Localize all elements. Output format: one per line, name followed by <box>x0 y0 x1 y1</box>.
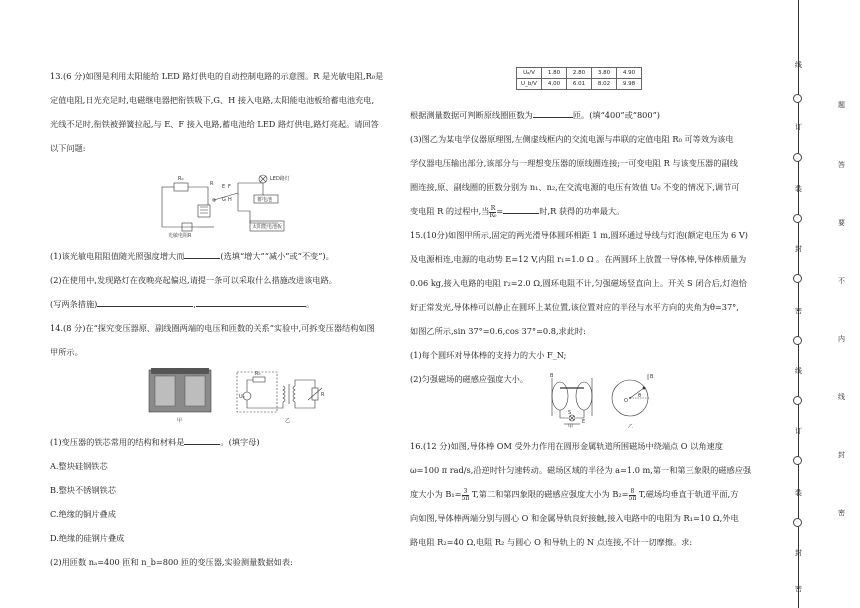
q13-sub1-tail: (选填“增大”“减小”或“不变”)。 <box>220 251 334 261</box>
binding-circle <box>793 214 802 223</box>
q13-stem-line: 以下问题: <box>50 143 86 153</box>
q15-stem-line: 15.(10分)如图甲所示,固定的两光滑导体圆环相距 1 m,圆环通过导线与灯泡(额定电压为 6 V) <box>410 230 748 240</box>
q13-sub-questions <box>50 244 400 364</box>
separator: , <box>193 299 196 309</box>
q15-sub2: (2)匀强磁场的磁感应强度大小。 <box>410 374 529 384</box>
binding-char: 订 <box>795 123 802 131</box>
fig-caption-yi: 乙 <box>285 418 291 424</box>
fig-label-e: E <box>222 184 226 190</box>
q15-stem-line: 及电源相连,电源的电动势 E=12 V,内阻 r₁=1.0 Ω 。在两圆环上放置一导体棒,导体棒质量为 <box>410 254 747 264</box>
fig-caption-yi: 乙 <box>628 424 634 428</box>
fig-label-o: O <box>624 398 628 404</box>
binding-side-char: 要 <box>838 219 845 227</box>
fig-label-r0: R₀ <box>255 371 261 377</box>
fraction-numerator: R <box>490 204 496 212</box>
ring-rails-diagram <box>538 372 658 428</box>
binding-side-char: 内 <box>838 335 845 343</box>
binding-circle <box>793 396 802 405</box>
q14-transformer-figure <box>145 364 345 426</box>
binding-side-char: 线 <box>838 393 845 401</box>
q15-sub1: (1)每个圆环对导体棒的支持力的大小 F_N; <box>410 350 567 360</box>
fraction-numerator: 8 <box>630 487 635 495</box>
binding-char: 装 <box>795 489 802 497</box>
q14-sub1-text: (1)变压器的铁芯常用的结构和材料是 <box>50 437 185 447</box>
q13-sub1 <box>50 244 400 268</box>
fig-label-r: R <box>210 181 214 187</box>
q14-sub3-line: 学仪器电压输出部分,该部分与一理想变压器的原线圈连接;一可变电阻 R 与该变压器的副线 <box>410 158 738 168</box>
binding-side-char: 答 <box>838 161 845 169</box>
fig-label-r: R <box>321 392 325 398</box>
fig-label-sensor: 光敏电阻R <box>168 233 192 239</box>
q14-sub3-line: 圈连接,原、副线圈的匝数分别为 n₁、n₂,在交流电源的电压有效值 U₀ 不变的情况下,调节可 <box>410 182 740 192</box>
fig-label-theta: θ <box>638 393 642 399</box>
q16-text: T,磁场均垂直于轨道平面,方 <box>636 489 739 499</box>
q13-sub2-line2: (写两条措施) , 。 <box>50 299 315 309</box>
fig-label-e: E <box>582 419 586 425</box>
q14-judge-tail: 匝。(填“400”或“800”) <box>572 110 660 120</box>
led-circuit-diagram <box>158 165 298 240</box>
fig-caption-jia: 甲 <box>568 424 574 428</box>
q14-sub3-line: (3)图乙为某电学仪器原理图,左侧虚线框内的交流电源与串联的定值电阻 R₀ 可等效为该电 <box>410 134 734 144</box>
q14-sub3-tail: 时,R 获得的功率最大。 <box>539 206 625 216</box>
q13-stem-line: 光线不足时,衔铁被弹簧拉起,与 E、F 接入电路,蓄电池给 LED 路灯供电,路灯亮起。请回答 <box>50 119 379 129</box>
binding-line <box>798 0 799 608</box>
table-row-label: Uₐ/V <box>517 68 542 79</box>
answer-blank[interactable] <box>196 297 306 307</box>
q16-stem-line: 路电阻 R₂=40 Ω,电阻 R₂ 与圆心 O 和导轨上的 N 点连接,不计一切摩擦。求: <box>410 537 693 547</box>
binding-char: 封 <box>795 549 802 557</box>
fig-label-h: H <box>228 197 232 203</box>
fig-label-s: S <box>568 410 572 416</box>
q16-stem-line: ω=100 π rad/s,沿逆时针匀速转动。磁场区域的半径为 a=1.0 m,第一和第三象限的磁感应强 <box>410 465 752 475</box>
q13-sub2: (2)在使用中,发现路灯在夜晚亮起偏迟,请提一条可以采取什么措施改进该电路。 <box>50 275 337 285</box>
table-cell: 4.00 <box>542 79 567 90</box>
binding-circle <box>793 456 802 465</box>
binding-char: 封 <box>795 245 802 253</box>
q16-stem-line <box>410 482 770 506</box>
q16-text: T,第二和第四象限的磁感应强度大小为 B₂= <box>469 489 629 499</box>
q14-sub-questions <box>50 430 400 574</box>
fig-label-u0: U₀ <box>239 394 245 400</box>
fig-label-b: B <box>550 373 554 379</box>
table-cell: 4.90 <box>617 68 642 79</box>
q16-stem-line: 向如图,导体棒两端分别与圆心 O 和金属导轨良好接触,接入电路中的电阻为 R₁=10 Ω,外电 <box>410 513 739 523</box>
table-cell: 3.80 <box>592 68 617 79</box>
binding-circle <box>793 336 802 345</box>
question-16 <box>410 434 770 554</box>
q16-stem-line: 16.(12 分)如图,导体棒 OM 受外力作用在圆形金属轨道所围磁场中绕端点 O 以角速度 <box>410 441 723 451</box>
binding-char: 订 <box>795 427 802 435</box>
binding-margin <box>780 0 860 608</box>
binding-side-char: 密 <box>838 509 845 517</box>
q15-stem-line: 好正常发光,导体棒可以静止在圆环上某位置,该位置对应的半径与水平方向的夹角为θ=37°, <box>410 302 739 312</box>
table-row <box>517 79 642 90</box>
transformer-diagram <box>145 364 345 426</box>
q15-stem-line: 0.06 kg,接入电路的电阻 r₂=2.0 Ω,圆环电阻不计,匀强磁场竖直向上。开关 S 闭合后,灯泡恰 <box>410 278 747 288</box>
answer-blank[interactable] <box>97 297 193 307</box>
fig-label-b: B <box>650 374 654 380</box>
binding-char: 装 <box>795 185 802 193</box>
binding-char: 密 <box>795 307 802 315</box>
binding-side-char: 题 <box>838 101 845 109</box>
table-cell: 1.80 <box>542 68 567 79</box>
option-c: C.绝缘的铜片叠成 <box>50 509 116 519</box>
binding-side-char: 封 <box>838 451 845 459</box>
binding-circle <box>793 518 802 527</box>
fig-label-led: LED路灯 <box>270 176 290 182</box>
binding-circle <box>793 153 802 162</box>
fig-label-r0: R₀ <box>178 176 184 182</box>
option-a: A.整块硅钢铁芯 <box>50 461 108 471</box>
answer-blank[interactable] <box>184 435 220 445</box>
q14-sub1-tail: 。(填字母) <box>220 437 260 447</box>
q14-judge <box>410 103 770 127</box>
question-13 <box>50 64 400 160</box>
q13-stem-line: 13.(6 分)如图是利用太阳能给 LED 路灯供电的自动控制电路的示意图。R 是光敏电阻,R₀是 <box>50 71 384 81</box>
table-cell: 6.01 <box>567 79 592 90</box>
table-row-label: U_b/V <box>517 79 542 90</box>
fraction-numerator: 3 <box>463 487 468 495</box>
answer-blank[interactable] <box>503 204 539 214</box>
q14-sub3-text: 变电阻 R 的过程中,当 <box>410 206 490 216</box>
option-b: B.整块不锈钢铁芯 <box>50 485 116 495</box>
binding-char: 线 <box>795 61 802 69</box>
answer-blank[interactable] <box>533 108 573 118</box>
q15-ring-figure <box>538 372 658 428</box>
q16-text: 度大小为 B₁= <box>410 489 462 499</box>
fraction-denominator: 5π <box>461 494 470 502</box>
fig-caption-jia: 甲 <box>177 418 183 424</box>
q14-judge-text: 根据测量数据可判断原线圈匝数为 <box>410 110 533 120</box>
answer-blank[interactable] <box>184 249 220 259</box>
table-cell: 2.80 <box>567 68 592 79</box>
table-cell: 8.02 <box>592 79 617 90</box>
fig-label-f: F <box>228 184 231 190</box>
fig-label-solar: 太阳能电池板 <box>252 224 283 230</box>
fraction-denominator: 5π <box>628 494 637 502</box>
binding-circle <box>793 94 802 103</box>
q14-continued <box>410 103 770 391</box>
q14-stem-line: 甲所示。 <box>50 347 83 357</box>
q13-sub2-text: (写两条措施) <box>50 299 98 309</box>
option-d: D.绝缘的硅钢片叠成 <box>50 533 125 543</box>
q15-stem-line: 如图乙所示,sin 37°=0.6,cos 37°=0.8,求此时: <box>410 326 586 336</box>
binding-circle <box>793 274 802 283</box>
q14-stem-line: 14.(8 分)在“探究变压器原、副线圈两端的电压和匝数的关系”实验中,可拆变压器结构如图 <box>50 323 375 333</box>
table-cell: 9.98 <box>617 79 642 90</box>
binding-char: 线 <box>795 367 802 375</box>
q13-circuit-figure <box>158 165 298 240</box>
q13-sub1-text: (1)该光敏电阻阻值随光照强度增大而 <box>50 251 185 261</box>
q14-sub1 <box>50 430 400 454</box>
q14-data-table <box>516 67 642 90</box>
binding-char: 密 <box>795 585 802 593</box>
fig-label-battery: 蓄电池 <box>257 197 273 203</box>
q14-sub2: (2)用匝数 nₐ=400 匝和 n_b=800 匝的变压器,实验测量数据如表: <box>50 557 293 567</box>
fig-label-g: G <box>222 197 226 203</box>
q14-sub3-line <box>410 199 770 223</box>
q13-stem-line: 定值电阻,日光充足时,电磁继电器把衔铁吸下,G、H 接入电路,太阳能电池板给蓄电池充电, <box>50 95 375 105</box>
table-row <box>517 68 642 79</box>
binding-side-char: 不 <box>838 277 845 285</box>
equals-sign: = <box>496 206 504 216</box>
fraction-denominator: R₀ <box>489 211 497 219</box>
